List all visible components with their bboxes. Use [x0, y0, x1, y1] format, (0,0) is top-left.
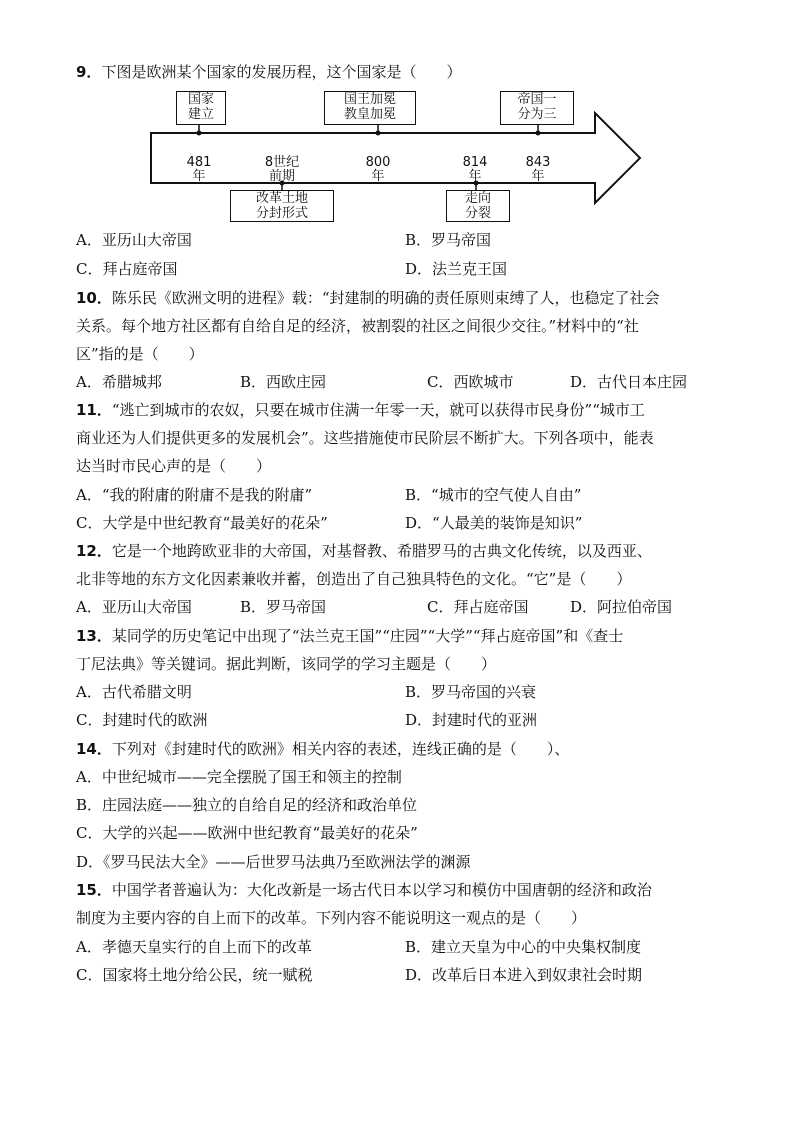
q15-option-b[interactable]: B．建立天皇为中心的中央集权制度	[405, 938, 642, 956]
q11-line-2: 商业还为人们提供更多的发展机会”。这些措施使市民阶层不断扩大。下列各项中，能表	[76, 429, 654, 447]
q13-option-b[interactable]: B．罗马帝国的兴衰	[405, 683, 537, 701]
q10-option-d[interactable]: D．古代日本庄园	[570, 373, 688, 391]
q11-number: 11．	[76, 401, 112, 419]
q10-line-2: 关系。每个地方社区都有自给自足的经济，被割裂的社区之间很少交往。”材料中的“社	[76, 317, 639, 335]
q15-line-2: 制度为主要内容的自上而下的改革。下列内容不能说明这一观点的是（ ）	[76, 909, 587, 927]
q12-number: 12．	[76, 542, 112, 560]
q13-line-2: 丁尼法典》等关键词。据此判断，该同学的学习主题是（ ）	[76, 655, 497, 673]
q11-option-d[interactable]: D．“人最美的装饰是知识”	[405, 514, 583, 532]
q13-line-1: 13．某同学的历史笔记中出现了“法兰克王国”“庄园”“大学”“拜占庭帝国”和《查士	[76, 627, 624, 645]
timeline-dot	[197, 131, 202, 136]
q11-option-c[interactable]: C．大学是中世纪教育“最美好的花朵”	[76, 514, 328, 532]
timeline-box-land-reform: 改革土地 分封形式	[230, 190, 334, 222]
q14-option-b[interactable]: B．庄园法庭——独立的自给自足的经济和政治单位	[76, 796, 418, 814]
q13-option-a[interactable]: A．古代希腊文明	[76, 683, 192, 701]
q10-line-3: 区”指的是（ ）	[76, 345, 204, 363]
q10-line-1: 10．陈乐民《欧洲文明的进程》载：“封建制的明确的责任原则束缚了人，也稳定了社会	[76, 289, 660, 307]
q14-option-a[interactable]: A．中世纪城市——完全摆脱了国王和领主的控制	[76, 768, 402, 786]
q12-option-b[interactable]: B．罗马帝国	[240, 598, 327, 616]
q13-option-d[interactable]: D．封建时代的亚洲	[405, 711, 538, 729]
timeline-label-843: 843 年	[525, 155, 551, 184]
q9-stem-text: 下图是欧洲某个国家的发展历程，这个国家是（ ）	[101, 63, 462, 81]
timeline-label-481: 481 年	[186, 155, 212, 184]
q15-option-d[interactable]: D．改革后日本进入到奴隶社会时期	[405, 966, 643, 984]
q12-option-d[interactable]: D．阿拉伯帝国	[570, 598, 673, 616]
q14-number: 14．	[76, 740, 112, 758]
q12-line-1: 12．它是一个地跨欧亚非的大帝国，对基督教、希腊罗马的古典文化传统，以及西亚、	[76, 542, 652, 560]
q15-option-c[interactable]: C．国家将土地分给公民，统一赋税	[76, 966, 313, 984]
q15-line-1: 15．中国学者普遍认为：大化改新是一场古代日本以学习和模仿中国唐朝的经济和政治	[76, 881, 652, 899]
q10-option-c[interactable]: C．西欧城市	[427, 373, 514, 391]
q9-option-d[interactable]: D．法兰克王国	[405, 260, 508, 278]
q12-option-a[interactable]: A．亚历山大帝国	[76, 598, 192, 616]
timeline-label-814: 814 年	[462, 155, 488, 184]
q9-option-c[interactable]: C．拜占庭帝国	[76, 260, 178, 278]
q13-option-c[interactable]: C．封建时代的欧洲	[76, 711, 208, 729]
timeline-box-state-founded: 国家 建立	[176, 91, 226, 125]
q12-line-2: 北非等地的东方文化因素兼收并蓄，创造出了自己独具特色的文化。“它”是（ ）	[76, 570, 632, 588]
q9-number: 9．	[76, 63, 102, 81]
timeline-box-coronation: 国王加冕 教皇加冕	[324, 91, 416, 125]
q12-option-c[interactable]: C．拜占庭帝国	[427, 598, 529, 616]
q10-option-a[interactable]: A．希腊城邦	[76, 373, 162, 391]
timeline-dot	[536, 131, 541, 136]
q10-number: 10．	[76, 289, 112, 307]
q14-option-c[interactable]: C．大学的兴起——欧洲中世纪教育“最美好的花朵”	[76, 824, 418, 842]
q10-option-b[interactable]: B．西欧庄园	[240, 373, 327, 391]
timeline-box-division: 走向 分裂	[446, 190, 510, 222]
timeline-label-800: 800 年	[365, 155, 391, 184]
timeline-label-8th-century: 8世纪 前期	[264, 155, 300, 184]
q9-timeline	[0, 0, 794, 240]
q11-option-a[interactable]: A．“我的附庸的附庸不是我的附庸”	[76, 486, 313, 504]
timeline-box-empire-split: 帝国一 分为三	[500, 91, 574, 125]
q14-line-1: 14．下列对《封建时代的欧洲》相关内容的表述，连线正确的是（ ）、	[76, 740, 570, 758]
q15-option-a[interactable]: A．孝德天皇实行的自上而下的改革	[76, 938, 312, 956]
q11-line-1: 11．“逃亡到城市的农奴，只要在城市住满一年零一天，就可以获得市民身份”“城市工	[76, 401, 645, 419]
q9-option-a[interactable]: A．亚历山大帝国	[76, 231, 192, 249]
q11-line-3: 达当时市民心声的是（ ）	[76, 457, 272, 475]
q9-option-b[interactable]: B．罗马帝国	[405, 231, 492, 249]
q14-option-d[interactable]: D．《罗马民法大全》——后世罗马法典乃至欧洲法学的渊源	[76, 853, 471, 871]
timeline-dot	[376, 131, 381, 136]
q13-number: 13．	[76, 627, 112, 645]
q15-number: 15．	[76, 881, 112, 899]
q11-option-b[interactable]: B．“城市的空气使人自由”	[405, 486, 582, 504]
